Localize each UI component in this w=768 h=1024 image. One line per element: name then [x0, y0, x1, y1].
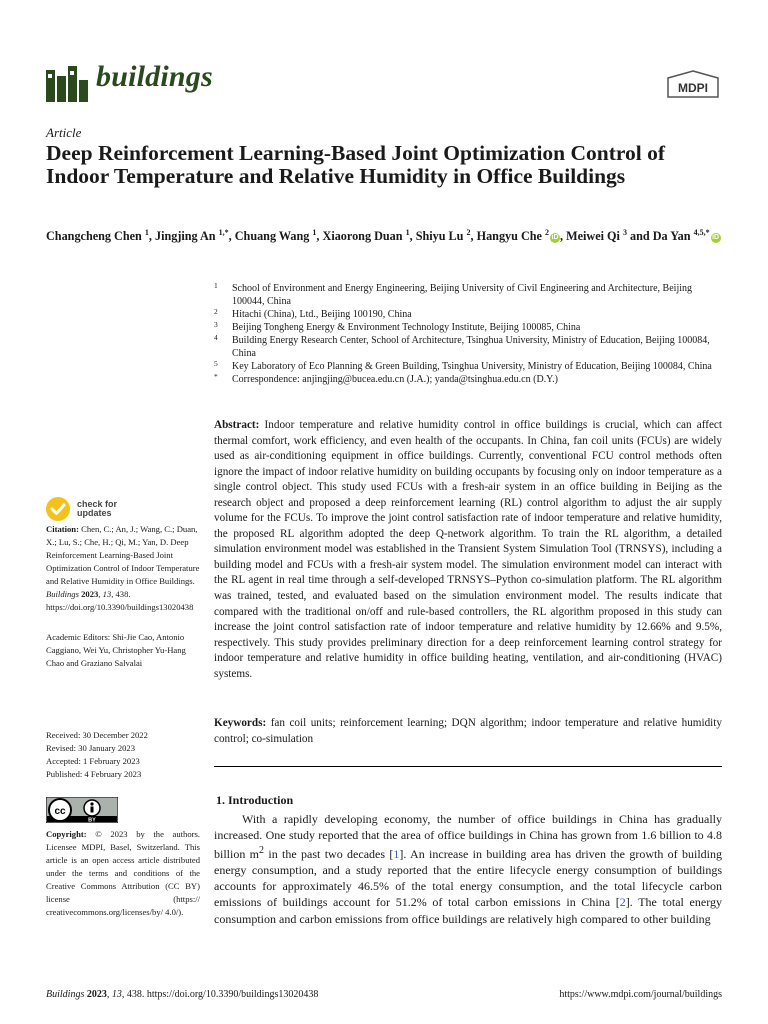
cc-by-license-icon[interactable]: [46, 797, 118, 823]
keywords-text: fan coil units; reinforcement learning; DQN algorithm; indoor temperature and relative humidity control; co-simulation: [214, 717, 722, 745]
section-heading-introduction: 1. Introduction: [216, 793, 294, 807]
buildings-logo-icon: [46, 62, 90, 102]
affiliation-number: 4: [214, 333, 218, 342]
footer-citation: Buildings 2023, 13, 438. https://doi.org/10.3390/buildings13020438: [46, 989, 319, 1000]
check-updates-icon: [46, 497, 70, 521]
paper-title: Deep Reinforcement Learning-Based Joint Optimization Control of Indoor Temperature and Relative Humidity in Office Buildings: [46, 141, 666, 188]
affiliation-text: School of Environment and Energy Engineering, Beijing University of Civil Engineering and Architecture, Beijing 100044, China: [232, 283, 692, 307]
affiliation-number: 3: [214, 320, 218, 329]
updates-label: updates: [77, 508, 112, 518]
affiliation-text: Beijing Tongheng Energy & Environment Technology Institute, Beijing 100085, China: [232, 322, 581, 333]
abstract-label: Abstract:: [214, 419, 260, 431]
affiliation-number: *: [214, 372, 218, 381]
svg-text:cc: cc: [54, 806, 66, 817]
article-type: Article: [46, 125, 82, 140]
affiliation-text: Key Laboratory of Eco Planning & Green Building, Tsinghua University, Ministry of Education, Beijing 100084, China: [232, 361, 712, 372]
affiliation-number: 1: [214, 281, 218, 290]
affiliation-text: Hitachi (China), Ltd., Beijing 100190, China: [232, 309, 412, 320]
copyright-notice: Copyright: © 2023 by the authors. Licensee MDPI, Basel, Switzerland. This article is an open access article distributed under the terms and conditions of the Creative Commons Attribution (CC BY) license (https:// creativecommons.org/licenses/by/ 4.0/).: [46, 829, 200, 917]
affiliation-text: Building Energy Research Center, School of Architecture, Tsinghua University, Ministry of Education, Beijing 100084, China: [232, 335, 710, 359]
revised-date: Revised: 30 January 2023: [46, 743, 136, 753]
affiliation-number: 5: [214, 359, 218, 368]
footer-journal-url[interactable]: https://www.mdpi.com/journal/buildings: [559, 989, 722, 1000]
received-date: Received: 30 December 2022: [46, 730, 148, 740]
abstract-text: Indoor temperature and relative humidity control in office buildings is crucial, which can affect thermal comfort, work efficiency, and even health of the occupants. In China, fan coil units (FCUs) are widely used as air-conditioning equipment in office buildings. Currently, conventional FCU control methods often ignore the impact of indoor relative humidity on building occupants by focusing only on indoor temperature as a single control object. This study used FCUs with a fresh-air system in an office building in Beijing as the research object and proposed a deep reinforcement learning (RL) control algorithm to adjust the air supply volume for the FCUs. To improve the joint control satisfaction rate of indoor temperature and relative humidity, the proposed RL algorithm adopted the deep Q-network algorithm. To train the RL algorithm, a detailed simulation environment model was established in the Transient System Simulation Tool (TRNSYS), including a building model and FCUs with a fresh-air system model. The simulation environment model can interact with the RL agent in real time through a self-developed TRNSYS–Python co-simulation platform. The RL algorithm was trained, tested, and evaluated based on the simulation environment model. The results indicate that compared with the traditional on/off and rule-based controllers, the RL algorithm proposed in this study can increase the joint control satisfaction rate of indoor temperature and relative humidity by 12.66% and 9.5%, respectively. This study provides preliminary direction for a deep reinforcement learning control strategy for indoor temperature and relative humidity in office building heating, ventilation, and air-conditioning (HVAC) systems.: [214, 419, 722, 680]
abstract: [214, 418, 722, 682]
affiliation-item: [214, 308, 724, 321]
published-date: Published: 4 February 2023: [46, 769, 142, 779]
academic-editors: Academic Editors: Shi-Jie Cao, Antonio Caggiano, Wei Yu, Christopher Yu-Hang Chao and Graziano Salvalai: [46, 632, 186, 668]
accepted-date: Accepted: 1 February 2023: [46, 756, 140, 766]
affiliation-text: Correspondence: anjingjing@bucea.edu.cn (J.A.); yanda@tsinghua.edu.cn (D.Y.): [232, 374, 558, 385]
author-list: Changcheng Chen $^1$, Jingjing An $^{1,*}$, Chuang Wang $^1$, Xiaorong Duan $^1$, Shiyu Lu $^2$, Hangyu Che $^2$iD , Meiwei Qi $^3$ and Da Yan $^{4,5,*}$iD: [46, 228, 720, 244]
cc-by-label: BY: [88, 817, 96, 823]
affiliation-item: [214, 334, 724, 360]
affiliation-number: 2: [214, 307, 218, 316]
check-for-label: check for: [77, 499, 118, 509]
section-divider: [214, 766, 722, 767]
keywords-label: Keywords:: [214, 717, 267, 729]
publication-dates: [46, 729, 200, 781]
affiliation-item: [214, 373, 724, 386]
affiliation-item: [214, 282, 724, 308]
affiliation-item: [214, 360, 724, 373]
publisher-name: MDPI: [678, 81, 708, 95]
introduction-text: With a rapidly developing economy, the number of office buildings in China has gradually increased. One study reported that the area of office buildings in China has grown from 1.6 billion to 4.8 billion $m^2$ in the past two decades [1]. An increase in building area has driven the growth of building energy consumption, and a study reported that the entire lifecycle energy consumption of buildings accounts for approximately 46.5% of the total energy consumption, and the total lifecycle carbon emissions of buildings account for 51.2% of total carbon emissions in China [2]. The total energy consumption and carbon emissions from office buildings are relatively high compared to other building: [214, 812, 723, 926]
journal-name: buildings: [96, 60, 213, 93]
check-for-updates-badge[interactable]: [46, 497, 117, 521]
mdpi-logo-icon: [666, 70, 720, 98]
keywords: [214, 716, 722, 747]
citation-block: Citation: Chen, C.; An, J.; Wang, C.; Duan, X.; Lu, S.; Che, H.; Qi, M.; Yan, D. Deep Reinforcement Learning-Based Joint Optimization Control of Indoor Temperature and Relative Humidity in Office Buildings. Buildings 2023, 13, 438. https://doi.org/10.3390/buildings13020438: [46, 524, 200, 612]
affiliation-item: [214, 321, 724, 334]
affiliation-list: [214, 282, 724, 386]
